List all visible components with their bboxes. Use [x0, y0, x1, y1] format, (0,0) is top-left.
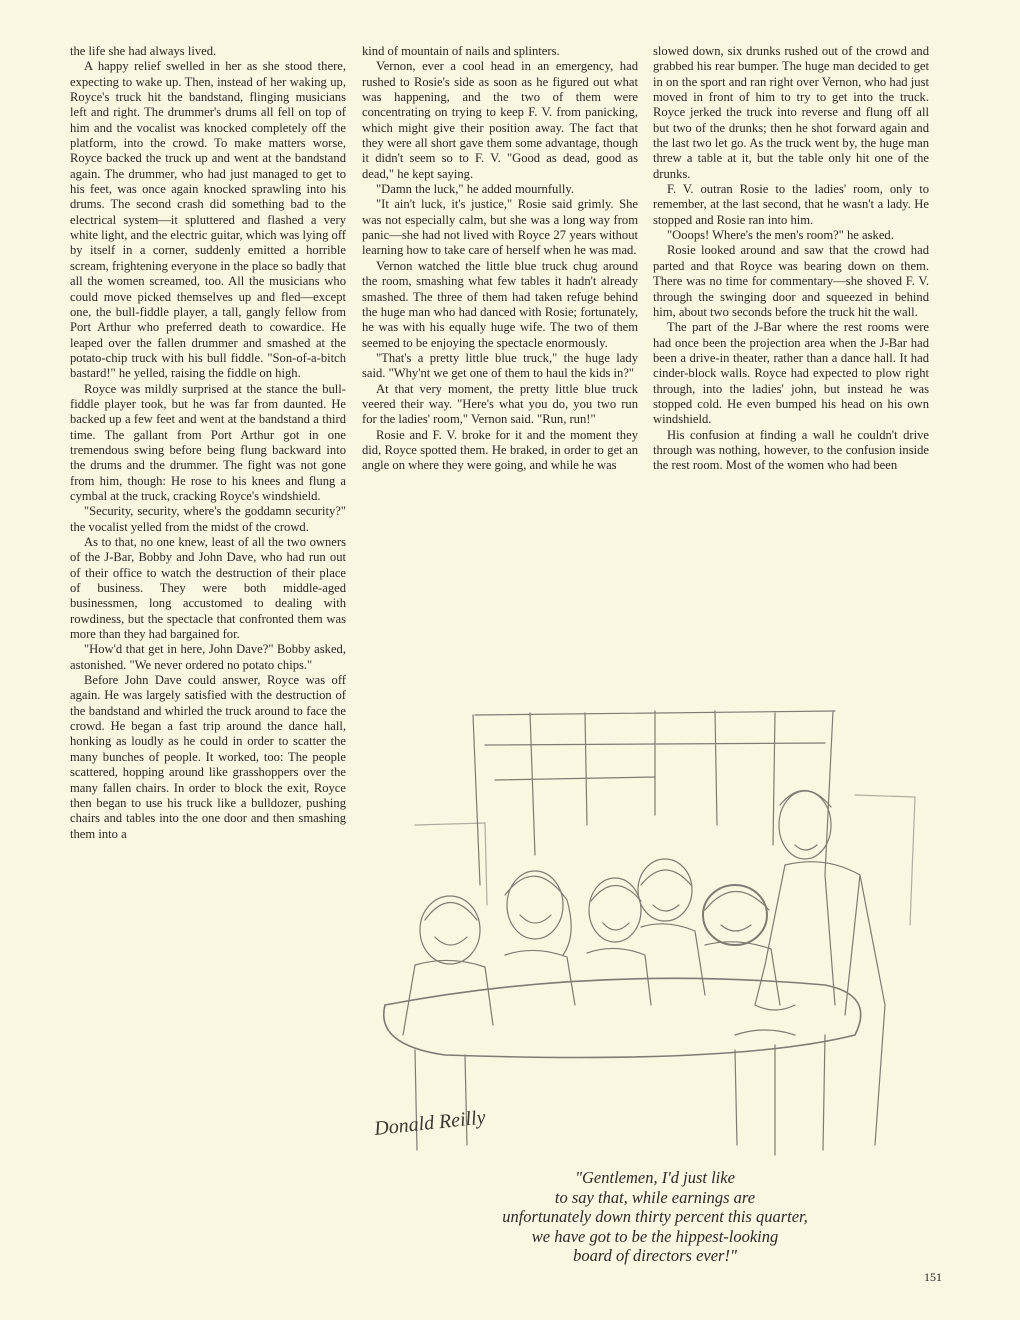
paragraph: the life she had always lived.: [70, 44, 217, 58]
paragraph: "Security, security, where's the goddamn security?" the vocalist yelled from the midst of the crowd.: [70, 504, 346, 534]
text-column-1: [70, 44, 346, 1264]
paragraph: kind of mountain of nails and splinters.: [362, 44, 560, 58]
paragraph: His confusion at finding a wall he couldn't drive through was nothing, however, to the confusion inside the rest room. Most of the women who had been: [653, 427, 929, 473]
paragraph: Rosie and F. V. broke for it and the moment they did, Royce spotted them. He braked, in order to get an angle on where they were going, and while he was: [362, 427, 638, 473]
text-column-3: [653, 44, 929, 724]
caption-line: "Gentlemen, I'd just like: [575, 1168, 735, 1187]
page-number: 151: [924, 1270, 942, 1284]
paragraph: "That's a pretty little blue truck," the huge lady said. "Why'nt we get one of them to haul the kids in?": [362, 350, 638, 381]
paragraph: "How'd that get in here, John Dave?" Bobby asked, astonished. "We never ordered no potato chips.": [70, 642, 346, 672]
paragraph: F. V. outran Rosie to the ladies' room, only to remember, at the last second, that he wasn't a lady. He stopped and Rosie ran into him.: [653, 182, 929, 227]
paragraph: At that very moment, the pretty little blue truck veered their way. "Here's what you do, you two run for the ladies' room," Vernon said. "Run, run!": [362, 381, 638, 427]
paragraph: "Damn the luck," he added mournfully.: [376, 182, 574, 197]
paragraph: Before John Dave could answer, Royce was off again. He was largely satisfied with the destruction of the bandstand and whirled the truck around to face the crowd. He began a fast trip around the dance hall, honking as loudly as he could in order to scatter the many bunches of people. It worked, too: The people scattered, hopping around like grasshoppers over the many fallen chairs. In order to block the exit, Royce then began to use his truck like a bulldozer, pushing chairs and tables into the one door and then smashing them into a: [70, 673, 346, 841]
paragraph: Royce was mildly surprised at the stance the bull-fiddle player took, but he was far from daunted. He backed up a few feet and went at the bandstand a third time. The gallant from Port Arthur got in one tremendous swing before being flung backward into the drums and the drummer. The fight was not gone from him, though: He rose to his knees and flung a cymbal at the truck, cracking Royce's windshield.: [70, 381, 346, 503]
paragraph: A happy relief swelled in her as she stood there, expecting to wake up. Then, instead of her waking up, Royce's truck hit the bandstand, flinging musicians left and right. The drummer's drums all fell on top of him and the vocalist was knocked completely off the platform, into the crowd. To make matters worse, Royce backed the truck up and went at the bandstand again. The drummer, who had just managed to get to his feet, was once again knocked sprawling into his drums. The second crash did something bad to the electrical system—it spluttered and flashed a very white light, and the electric guitar, which was lying off by itself in a corner, suddenly emitted a horrible scream, frightening everyone in the place so badly that all the women screamed, too. All the musicians who could move picked themselves up and fled—except one, the bull-fiddle player, a tall, gangly fellow from Port Arthur who preferred death to cowardice. He leaped over the fallen drummer and smashed at the potato-chip truck with his bull fiddle. "Son-of-a-bitch bastard!" he yelled, raising the fiddle on high.: [70, 59, 346, 381]
paragraph: As to that, no one knew, least of all the two owners of the J-Bar, Bobby and John Dave, who had run out of their office to watch the destruction of their place of business. They were both middle-aged businessmen, long accustomed to dealing with rowdiness, but the spectacle that confronted them was more than they had bargained for.: [70, 535, 346, 642]
paragraph: "It ain't luck, it's justice," Rosie said grimly. She was not especially calm, but she was a long way from panic—she had not lived with Royce 27 years without learning how to take care of herself when he was mad.: [362, 197, 638, 258]
text-column-2: [362, 44, 638, 724]
artist-signature: Donald Reilly: [373, 1106, 487, 1140]
caption-line: unfortunately down thirty percent this quarter,: [502, 1207, 808, 1226]
caption-line: to say that, while earnings are: [554, 1187, 756, 1207]
paragraph: slowed down, six drunks rushed out of the crowd and grabbed his rear bumper. The huge man decided to get in on the sport and ran right over Vernon, who had just moved in front of him to try to get into the truck. Royce jerked the truck into reverse and flung off all but two of the drunks; then he shot forward again and the last two let go. As the truck went by, the huge man threw a table at it, but the table only hit one of the drunks.: [653, 44, 929, 181]
cartoon-caption: [380, 1168, 930, 1266]
paragraph: Vernon watched the little blue truck chug around the room, smashing what few tables it hadn't already smashed. The three of them had taken refuge behind the huge man who had danced with Rosie; fortunately, he was with his equally huge wife. The two of them seemed to be enjoying the spectacle enormously.: [362, 258, 638, 350]
paragraph: The part of the J-Bar where the rest rooms were had once been the projection area when the J-Bar had been a drive-in theater, rather than a dance hall. It had cinder-block walls. Royce had expected to plow right through, into the ladies' john, but instead he was stopped cold. He even bumped his head on his own windshield.: [653, 320, 929, 427]
boardroom-sketch: [355, 705, 955, 1165]
caption-line: board of directors ever!": [573, 1246, 737, 1265]
paragraph: Rosie looked around and saw that the crowd had parted and that Royce was bearing down on them. There was no time for commentary—she shoved F. V. through the swinging door and squeezed in behind him, about two seconds before the truck hit the wall.: [653, 243, 929, 319]
paragraph: "Ooops! Where's the men's room?" he asked.: [667, 228, 894, 243]
cartoon-illustration: [355, 705, 955, 1165]
caption-line: we have got to be the hippest-looking: [531, 1226, 779, 1246]
paragraph: Vernon, ever a cool head in an emergency, had rushed to Rosie's side as soon as he figured out what was happening, and the two of them were concentrating on trying to keep F. V. from panicking, which might give their position away. The fact that they were all short gave them some advantage, though it didn't seem so to F. V. "Good as dead, good as dead," he kept saying.: [362, 59, 638, 181]
